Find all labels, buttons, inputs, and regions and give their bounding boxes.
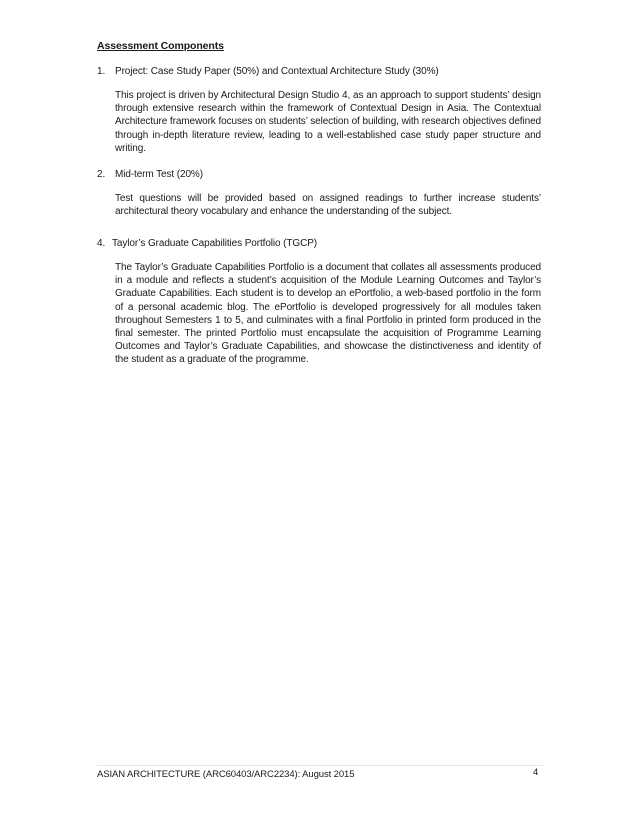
list-item-title-text: Project: Case Study Paper (50%) and Contextual Architecture Study (30%)	[115, 66, 439, 77]
list-item-number: 4.	[97, 238, 106, 249]
page-number: 4	[533, 767, 539, 778]
list-item-body: Test questions will be provided based on assigned readings to further increase students’ architectural theory vocabulary and enhance the understanding of the subject.	[115, 193, 541, 218]
footer-course-title: ASIAN ARCHITECTURE (ARC60403/ARC2234): August 2015	[97, 769, 355, 780]
list-item-number: 1.	[97, 66, 106, 77]
section-heading: Assessment Components	[97, 40, 224, 52]
list-item-body: This project is driven by Architectural Design Studio 4, as an approach to support students’ design through extensive research within the framework of Contextual Design in Asia. The Contextual Architecture framework focuses on students’ selection of building, with research objectives defined through in-depth literature review, leading to a well-established case study paper structure and writing.	[115, 90, 541, 154]
list-item-title-text: Mid-term Test (20%)	[115, 169, 203, 180]
list-item-title	[97, 168, 203, 181]
list-item-title	[97, 65, 439, 78]
list-item-number: 2.	[97, 169, 106, 180]
list-item-body: The Taylor’s Graduate Capabilities Portfolio is a document that collates all assessments produced in a module and reflects a student’s acquisition of the Module Learning Outcomes and Taylor’s Graduate Capabilities. Each student is to develop an ePortfolio, a web-based portfolio in the form of a personal academic blog. The ePortfolio is developed progressively for all modules taken throughout Semesters 1 to 5, and culminates with a final Portfolio in printed form produced in the final semester. The printed Portfolio must encapsulate the acquisition of Programme Learning Outcomes and Taylor’s Graduate Capabilities, and showcase the distinctiveness and identity of the student as a graduate of the programme.	[115, 262, 541, 366]
footer-divider	[97, 765, 543, 766]
list-item-title	[97, 237, 317, 250]
list-item-title-text: Taylor’s Graduate Capabilities Portfolio (TGCP)	[112, 238, 318, 249]
